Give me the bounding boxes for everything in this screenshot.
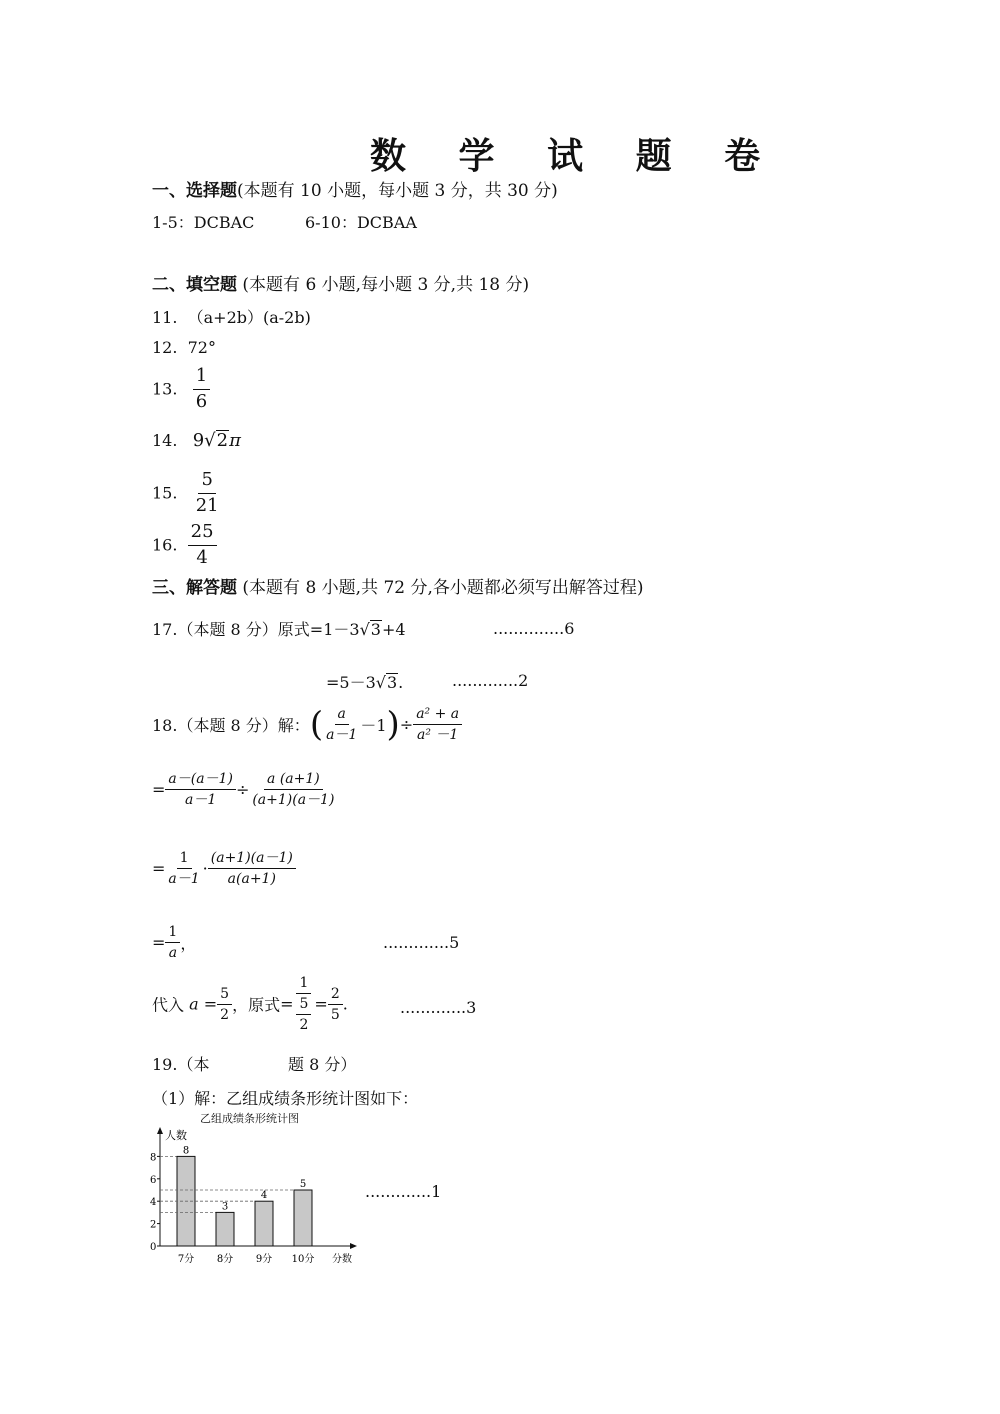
q18-substitution [152, 975, 348, 1033]
denominator: a(a+1) [227, 871, 276, 888]
numerator: 2 [328, 986, 343, 1005]
period: . [342, 994, 348, 1014]
numerator: (a+1)(a－1) [208, 850, 296, 869]
numerator: 5 [217, 986, 232, 1005]
equals-sign: = [152, 859, 166, 879]
chart-layer [150, 1127, 357, 1265]
right-paren: ) [386, 704, 400, 745]
bar-chart [140, 1122, 370, 1272]
bar-value-label: 8 [182, 1145, 190, 1157]
x-tick-label: 9分 [255, 1254, 273, 1265]
q18-frac2 [413, 706, 462, 743]
q11-num: 11. [152, 308, 178, 327]
q15 [152, 470, 222, 516]
bar [216, 1212, 234, 1246]
sub-mid-text: ，原式 [232, 995, 281, 1015]
equals-sign: = [152, 780, 166, 800]
q14-coef: 9 [192, 430, 205, 451]
bar-value-label: 3 [221, 1201, 229, 1213]
denominator: (a+1)(a－1) [252, 792, 335, 809]
section2-note: (本题有 6 小题,每小题 3 分,共 18 分) [237, 275, 530, 295]
denominator [293, 994, 314, 1033]
q16-fraction [188, 522, 217, 568]
sub-label: 代入 [152, 995, 185, 1015]
q17-label: 17.（本题 8 分）原式=1－3 [152, 620, 360, 639]
numerator: 5 [296, 996, 311, 1015]
left-paren: ( [309, 704, 324, 745]
bar-value-label: 5 [299, 1179, 307, 1190]
q13-fraction [193, 366, 210, 412]
x-tick-label: 8分 [216, 1254, 234, 1265]
numerator: a－(a－1) [165, 771, 236, 790]
q13-numerator: 1 [193, 366, 210, 390]
q18-step2-frac2 [208, 850, 296, 887]
equals-sign: = [280, 994, 294, 1014]
numerator: a (a+1) [264, 771, 323, 790]
numerator: 1 [165, 924, 180, 943]
sqrt-symbol: √ [204, 430, 216, 451]
sub-fraction [217, 986, 232, 1023]
q14 [152, 430, 241, 451]
x-axis-arrow [350, 1243, 357, 1249]
q17-line2-text: =5－3 [326, 673, 376, 692]
q15-denominator: 21 [195, 494, 219, 516]
x-tick-label: 10分 [291, 1254, 315, 1265]
denominator: a² －1 [417, 727, 459, 744]
q17-score2: .............2 [452, 671, 529, 690]
answers-1-5: 1-5：DCBAC [152, 213, 255, 232]
page-title: 数 学 试 题 卷 [370, 135, 781, 177]
q17-radicand1: 3 [370, 620, 381, 639]
numerator: 1 [177, 850, 192, 869]
y-tick-label: 6 [150, 1174, 157, 1186]
comma: ， [180, 934, 197, 954]
q17-line1 [152, 617, 406, 640]
section1-heading-line [152, 176, 558, 201]
section1-note: (本题有 10 小题，每小题 3 分，共 30 分) [237, 181, 558, 201]
q16-denominator: 4 [196, 546, 208, 568]
q15-numerator: 5 [198, 470, 215, 494]
q17-tail1: +4 [381, 620, 406, 639]
q18-step2-frac1 [165, 850, 202, 887]
q13-denominator: 6 [195, 390, 208, 412]
q18-step1 [152, 771, 337, 808]
q17-score1: ..............6 [493, 619, 575, 638]
q14-radicand: 2 [216, 430, 229, 451]
denominator: 2 [220, 1006, 230, 1023]
q12 [152, 338, 216, 357]
q18-step3-frac [165, 924, 180, 961]
x-axis-label: 分数 [332, 1254, 352, 1265]
division-sign: ÷ [399, 715, 414, 735]
q13-num: 13. [152, 379, 178, 399]
y-tick-label: 0 [150, 1242, 157, 1253]
numerator: a [335, 706, 349, 725]
y-tick-label: 8 [150, 1152, 157, 1164]
q18-label: 18.（本题 8 分）解： [152, 716, 310, 736]
q15-fraction [193, 470, 222, 516]
denominator: a－1 [185, 792, 217, 809]
q16-numerator: 25 [188, 522, 217, 546]
section3-heading: 三、解答题 [152, 578, 237, 598]
section2-heading-line [152, 270, 529, 295]
result-fraction [328, 986, 343, 1023]
sqrt-symbol: √ [359, 620, 370, 639]
q13 [152, 366, 210, 412]
q18-step1-frac1 [165, 771, 236, 808]
section1-heading: 一、选择题 [152, 181, 237, 201]
denominator: a－1 [168, 871, 200, 888]
sub-var: a = [189, 994, 218, 1014]
numerator: 1 [296, 975, 311, 994]
q12-num: 12. [152, 338, 178, 357]
equals-sign: = [314, 994, 328, 1014]
denominator: a [168, 945, 178, 962]
x-tick-label: 7分 [177, 1254, 195, 1265]
q14-num: 14. [152, 431, 178, 450]
q17-radicand2: 3 [386, 673, 398, 692]
y-tick-label: 2 [150, 1219, 157, 1231]
q15-num: 15. [152, 483, 178, 503]
y-axis-label: 人数 [165, 1129, 187, 1142]
division-sign: ÷ [235, 780, 250, 800]
q19-label2: 题 8 分） [288, 1055, 357, 1074]
q16 [152, 522, 217, 568]
answers-6-10: 6-10：DCBAA [305, 213, 417, 232]
q14-pi: π [229, 430, 241, 451]
bar-value-label: 4 [260, 1190, 268, 1202]
q11-answer: （a+2b）(a-2b) [187, 308, 311, 327]
q18-score1: .............5 [383, 933, 460, 952]
q16-num: 16. [152, 535, 178, 555]
section2-heading: 二、填空题 [152, 275, 237, 295]
y-tick-label: 4 [150, 1197, 157, 1209]
q19-label: 19.（本 [152, 1055, 210, 1074]
section3-heading-line [152, 573, 644, 598]
nested-fraction [293, 975, 314, 1033]
denominator: 2 [299, 1017, 309, 1034]
q18-step3 [152, 924, 196, 961]
q18-step1-frac2 [249, 771, 337, 808]
q14-answer [193, 430, 241, 451]
section3-note: (本题有 8 小题,共 72 分,各小题都必须写出解答过程) [237, 578, 644, 598]
equals-sign: = [152, 933, 166, 953]
multiply-dot: · [202, 859, 208, 879]
q12-answer: 72° [187, 338, 216, 357]
q11 [152, 305, 311, 328]
denominator: 5 [330, 1006, 340, 1023]
q18-minus-one: －1 [360, 716, 387, 736]
q18-score2: .............3 [400, 998, 477, 1017]
bar [255, 1201, 273, 1246]
bar [294, 1190, 312, 1246]
q17-line2 [326, 670, 403, 693]
q18-step2 [152, 850, 296, 887]
q19-part1: （1）解：乙组成绩条形统计图如下： [152, 1089, 419, 1108]
y-axis-arrow [157, 1127, 163, 1134]
sqrt-symbol: √ [375, 673, 386, 692]
q18-frac1 [323, 706, 360, 743]
chart-title: 乙组成绩条形统计图 [200, 1112, 299, 1125]
numerator: a² + a [413, 706, 462, 725]
denominator: a－1 [326, 727, 358, 744]
q17-tail2: . [398, 673, 404, 692]
q18-line1 [152, 706, 462, 743]
q19-score1: .............1 [365, 1182, 442, 1201]
inner-fraction [296, 996, 311, 1033]
